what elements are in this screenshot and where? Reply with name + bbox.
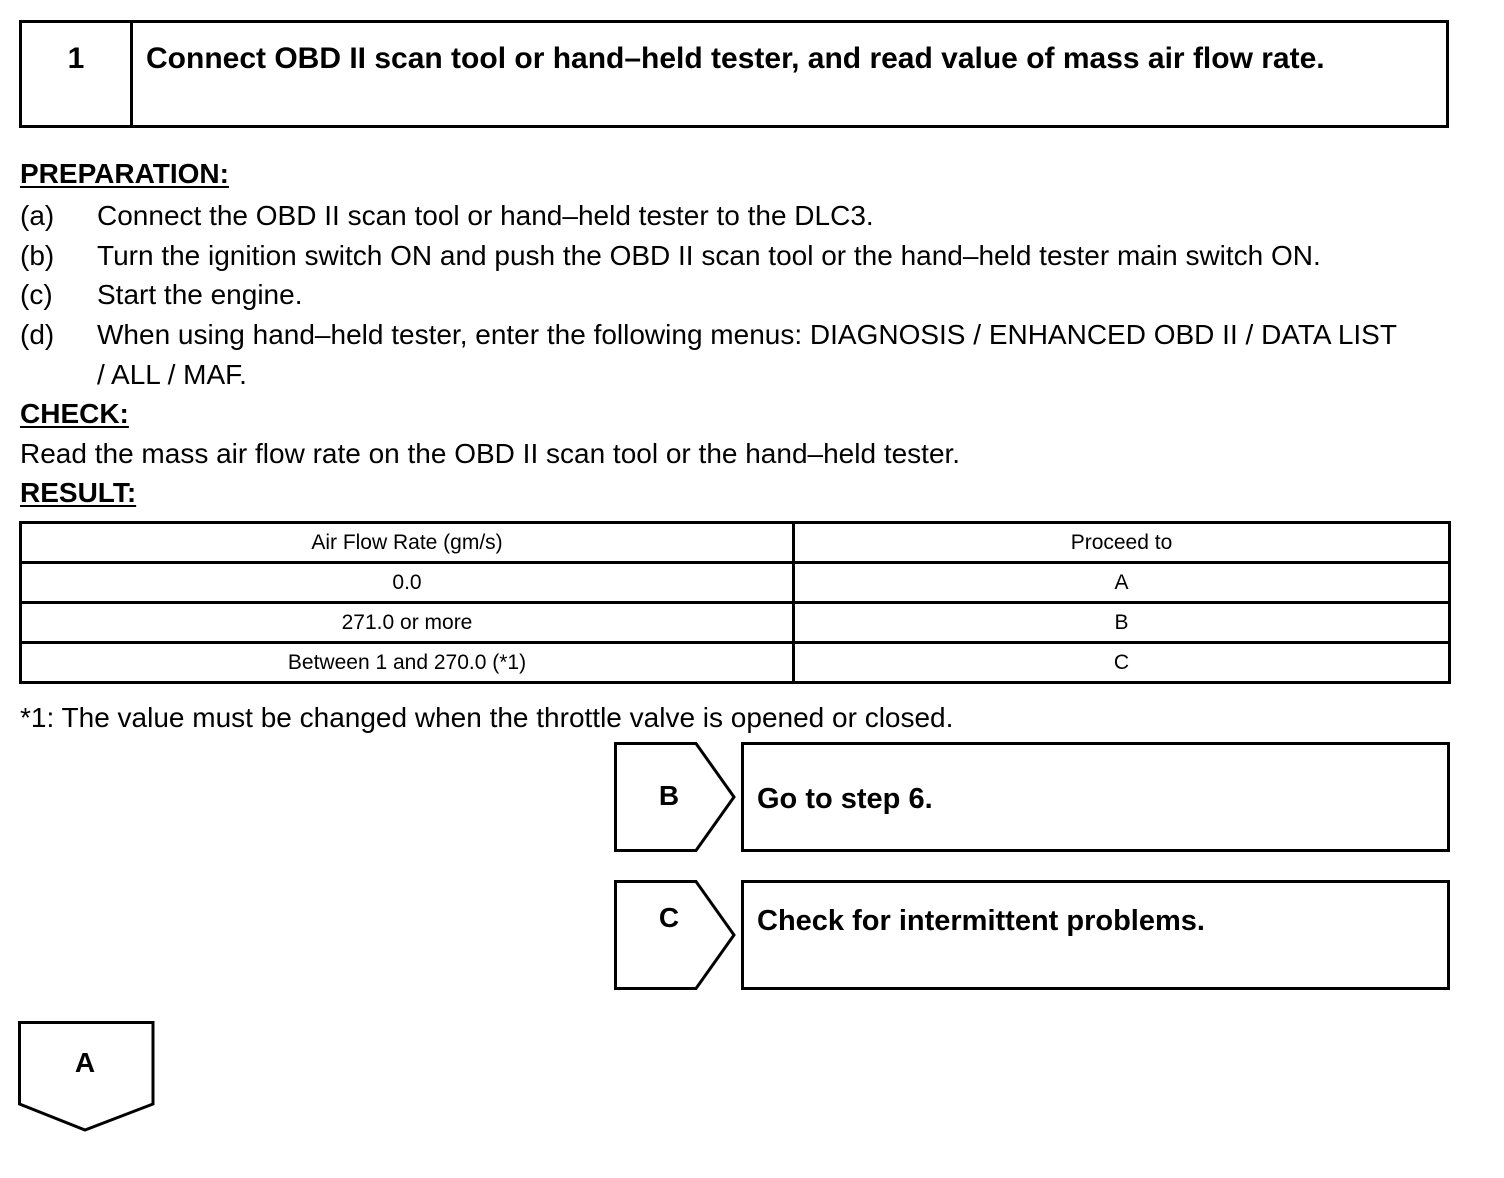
footnote: *1: The value must be changed when the throttle valve is opened or closed.: [20, 702, 954, 733]
column-header: Air Flow Rate (gm/s): [21, 523, 794, 563]
table-cell: C: [794, 643, 1450, 683]
step-title: Connect OBD II scan tool or hand–held tester, and read value of mass air flow rate.: [146, 42, 1325, 75]
table-row: [21, 563, 1450, 603]
list-item: [20, 236, 1460, 276]
table-cell: B: [794, 603, 1450, 643]
branch-action-b: Go to step 6.: [741, 742, 1450, 852]
result-heading: RESULT:: [20, 477, 137, 508]
branch-action-c: Check for intermittent problems.: [741, 880, 1450, 990]
list-marker: (a): [20, 200, 55, 231]
list-item: [20, 275, 1460, 315]
table-header-row: [21, 523, 1450, 563]
table-row: [21, 643, 1450, 683]
list-text: Turn the ignition switch ON and push the OBD II scan tool or the hand–held tester main switch ON.: [97, 240, 1321, 271]
list-text: Start the engine.: [97, 279, 303, 310]
table-cell: A: [794, 563, 1450, 603]
continue-tag-a: [18, 1021, 156, 1133]
branch-letter: B: [658, 780, 680, 811]
list-marker: (d): [20, 319, 55, 350]
table-cell: 0.0: [21, 563, 794, 603]
step-header: [19, 20, 1449, 128]
preparation-heading: PREPARATION:: [20, 158, 229, 189]
table-cell: Between 1 and 270.0 (*1): [21, 643, 794, 683]
list-marker: (c): [20, 279, 53, 310]
table-cell: 271.0 or more: [21, 603, 794, 643]
column-header: Proceed to: [794, 523, 1450, 563]
right-arrow-tag-icon: [614, 880, 738, 992]
continue-letter: A: [74, 1047, 96, 1078]
list-text: Connect the OBD II scan tool or hand–held tester to the DLC3.: [97, 200, 874, 231]
list-text: When using hand–held tester, enter the following menus: DIAGNOSIS / ENHANCED OBD II / DATA LIST / ALL / MAF.: [97, 319, 1397, 390]
table-row: [21, 603, 1450, 643]
step-number: 1: [22, 23, 133, 125]
check-text: Read the mass air flow rate on the OBD II scan tool or the hand–held tester.: [20, 438, 961, 469]
branch-tag-c: [614, 880, 738, 990]
list-marker: (b): [20, 240, 55, 271]
list-item: [20, 196, 1460, 236]
list-item: [20, 315, 1400, 395]
branch-letter: C: [658, 902, 680, 933]
check-heading: CHECK:: [20, 398, 129, 429]
result-table: [19, 521, 1451, 684]
branch-tag-b: [614, 742, 738, 852]
